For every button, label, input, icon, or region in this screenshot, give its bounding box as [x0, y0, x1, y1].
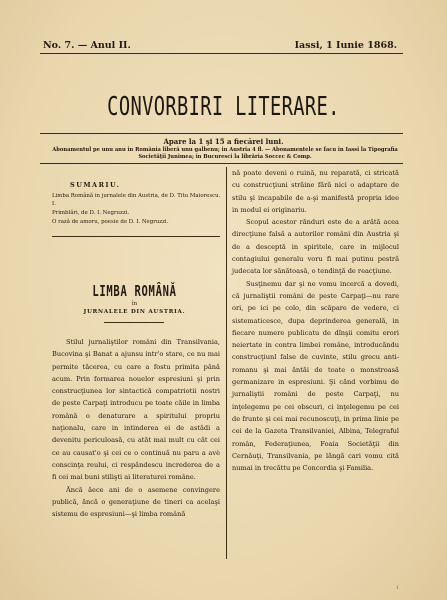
subscription-notice: Abonamentul pe unu anu in România liberă unu galbenu; in Austria 4 fl. — Abonamentele se facu in Iassi la Tipografia Societăţii Junimea; in Bucuresci la librăria Soccec & Comp.: [52, 147, 398, 160]
paragraph: Scopul acestor rănduri este de a arătă acea direcţiune falsă a autorilor români din Austria şi de a desceptă in spiritele, care in mijlocul contagiului generalu voru fi mai putinu pestră judecata lor sănătoasă, o tendinţă de reacţiune.: [232, 218, 399, 276]
paragraph: Susţinemu dar şi ne vomu incercă a dovedi, că jurnaliştii români de peste Carpaţi—nu rare ori, pe ici pe colo, din scăpare de vedere, ci sistematicesce, dupa deprinderea generală, in fiecare numere publicatu de dînşii comitu erori neiertate in contra limbei române, introducăndu construcţiunl false de cuvinte, stilu grecu anti-romanu şi mai ăntăi de toate o monstroasă germanizare in espresiuni. Şi cănd vorbimu de jurnaliştii români de peste Carpaţi, nu inţelegemu pe cei obscuri, ci inţelegemu pe cei de frunte şi cei mai recunoscuţi, in prima linie pe cei de la Gazeta Transilvaniei, Albina, Telegraful român, Federaţiunea, Foaia Societăţii din Cernăuţi, Transilvania, pe lăngă cari vomu cită numai in trecăttu pe Concordia şi Familia.: [232, 279, 399, 473]
left-column-text: [52, 336, 220, 520]
masthead-title: CONVORBIRI LITERARE.: [107, 92, 340, 122]
article-title: LIMBA ROMÂNĂ: [92, 282, 177, 300]
summary-item-text: Limba Română in jurnalele din Austria, de D. Titu Maiorescu. I.: [52, 193, 221, 207]
article-subtitle: JURNALELE DIN AUSTRIA.: [83, 309, 186, 315]
summary-item: [52, 219, 224, 227]
paragraph: nă poate deveni o ruină, nu reparată, ci stricată cu construcţiuni străine fără nici o adaptare de stilu şi incapabile de a-şi manifestă propria idee in modul ei originariu.: [232, 169, 399, 214]
summary-item-text: O rază de amoru, poesie de D. I. Negruzzi.: [52, 219, 169, 225]
column-divider: [226, 167, 227, 559]
issue-number: No. 7. — Anul II.: [43, 40, 131, 51]
article-rule: [104, 322, 164, 323]
summary-rule: [52, 236, 220, 237]
summary-item: [52, 193, 224, 208]
paragraph: Ăncă ăece ani de o asemene convingere publică, ăncă o generaţiune de tineri ca acelaşi sistemu de espresiuni—şi limba română: [52, 485, 220, 519]
right-column-text: [232, 167, 399, 474]
article-title-in: în: [131, 301, 138, 307]
publication-frequency: Apare la 1 şi 15 a fiecărei luni.: [163, 137, 284, 146]
header-rule: [40, 53, 403, 54]
paragraph: Stilul jurnaliştilor români din Transilvania, Bucovina şi Banat a ajunsu intr'o stare, ce nu mai permite tăcerea, cu care a fostu primita pănă acum. Prin formarea nouelor espresiuni şi prin construcţiunea lor sintactică compatriotii nostri de peste Carpaţi introducu pe toate căile in limba română o denaturare a spiritului propriu naţionalu, care in intinderea ei de astădi a devenitu periculoasă, cu atăt mai mult cu căt cei ce au causat'o şi cei ce o continuă nu paru a avè conscinţa reului, ci respăndescu increderea de a fi cei mai buni stilişti ai literaturei române.: [52, 338, 220, 482]
subscription-rule: [40, 163, 403, 164]
summary-item-text: Primblări, de D. I. Negruzzi.: [52, 210, 130, 216]
title-rule: [40, 133, 403, 134]
place-date: Iassi, 1 Iunie 1868.: [294, 40, 397, 51]
summary-item: [52, 210, 224, 218]
page-mark: 1: [395, 585, 399, 591]
summary-heading: SUMARIU.: [70, 181, 121, 189]
